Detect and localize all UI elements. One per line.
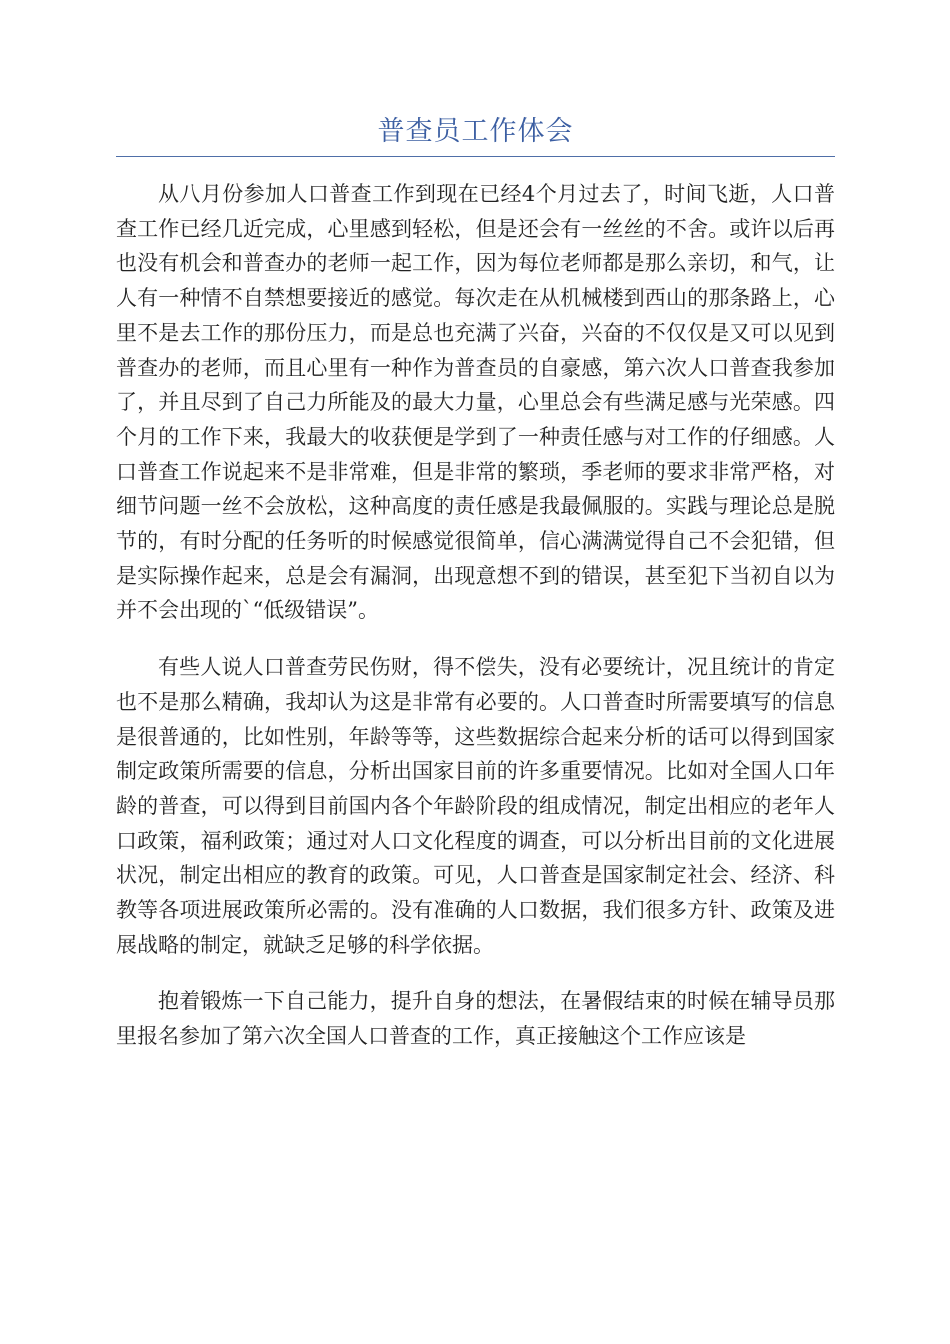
document-title: 普查员工作体会 xyxy=(377,116,574,147)
paragraph-2: 有些人说人口普查劳民伤财，得不偿失，没有必要统计，况且统计的肯定也不是那么精确，我却认为这是非常有必要的。人口普查时所需要填写的信息是很普通的，比如性别，年龄等等，这些数据综合起来分析的话可以得到国家制定政策所需要的信息，分析出国家目前的许多重要情况。比如对全国人口年龄的普查，可以得到目前国内各个年龄阶段的组成情况，制定出相应的老年人口政策，福利政策；通过对人口文化程度的调查，可以分析出目前的文化进展状况，制定出相应的教育的政策。可见，人口普查是国家制定社会、经济、科教等各项进展政策所必需的。没有准确的人口数据，我们很多方针、政策及进展战略的制定，就缺乏足够的科学依据。 xyxy=(116,655,835,957)
paragraph-1: 从八月份参加人口普查工作到现在已经4个月过去了，时间飞逝，人口普查工作已经几近完成，心里感到轻松，但是还会有一丝丝的不舍。或许以后再也没有机会和普查办的老师一起工作，因为每位老师都是那么亲切，和气，让人有一种情不自禁想要接近的感觉。每次走在从机械楼到西山的那条路上，心里不是去工作的那份压力，而是总也充满了兴奋，兴奋的不仅仅是又可以见到普查办的老师，而且心里有一种作为普查员的自豪感，第六次人口普查我参加了，并且尽到了自己力所能及的最大力量，心里总会有些满足感与光荣感。四个月的工作下来，我最大的收获便是学到了一种责任感与对工作的仔细感。人口普查工作说起来不是非常难，但是非常的繁琐，季老师的要求非常严格，对细节问题一丝不会放松，这种高度的责任感是我最佩服的。实践与理论总是脱节的，有时分配的任务听的时候感觉很简单，信心满满觉得自己不会犯错，但是实际操作起来，总是会有漏洞，出现意想不到的错误，甚至犯下当初自以为并不会出现的`“低级错误”。 xyxy=(116,182,835,623)
document-body xyxy=(116,177,835,1076)
paragraph-3: 抱着锻炼一下自己能力，提升自身的想法，在暑假结束的时候在辅导员那里报名参加了第六次全国人口普查的工作，真正接触这个工作应该是 xyxy=(116,989,835,1049)
title-header xyxy=(116,112,835,157)
